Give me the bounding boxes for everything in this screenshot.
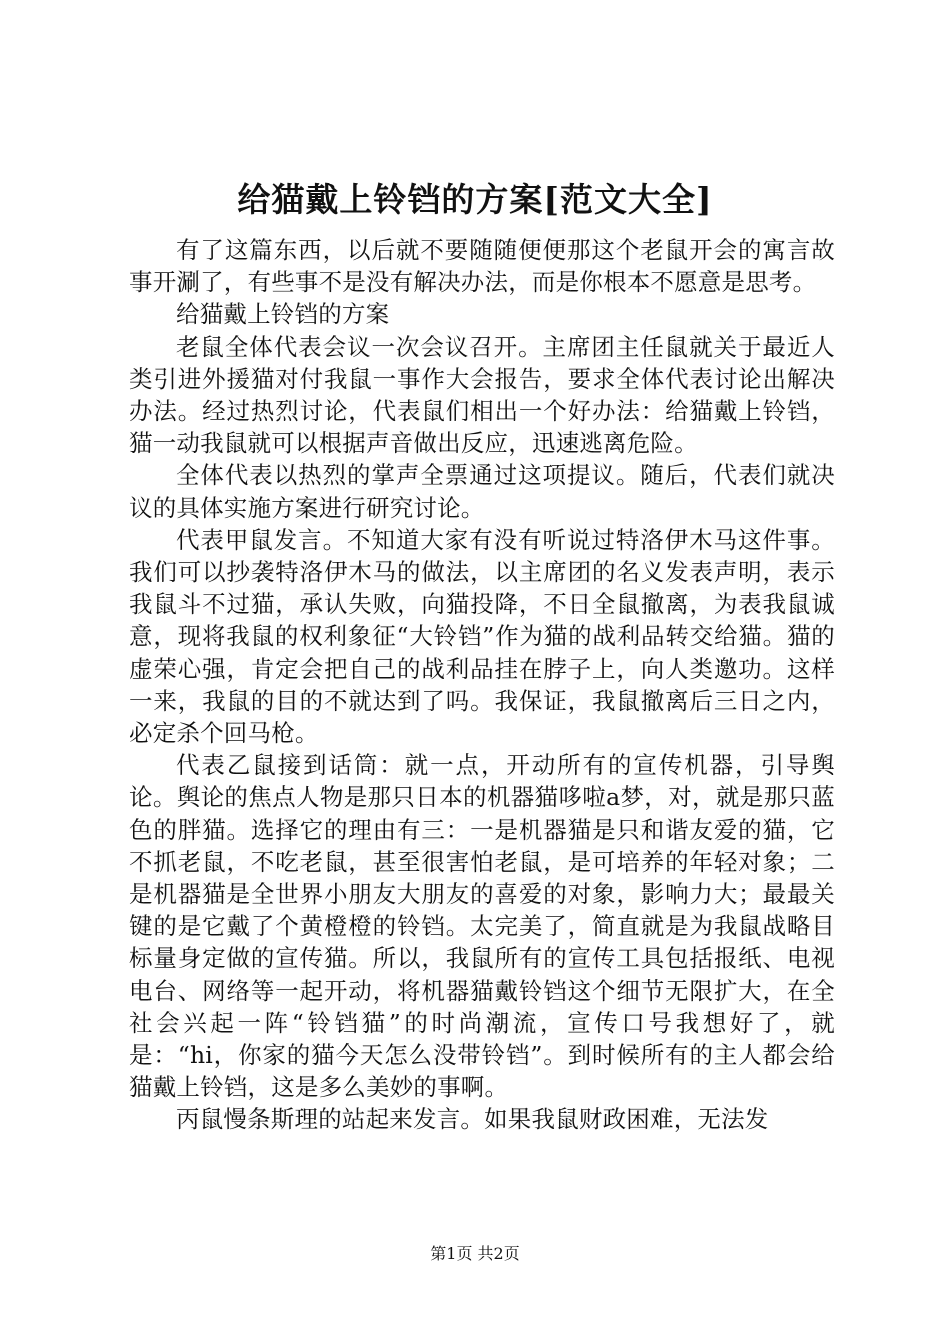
paragraph-rat-b: 代表乙鼠接到话筒：就一点，开动所有的宣传机器，引导舆论。舆论的焦点人物是那只日本的机器猫哆啦a梦，对，就是那只蓝色的胖猫。选择它的理由有三：一是机器猫是只和谐友爱的猫，它不抓老鼠，不吃老鼠，甚至很害怕老鼠，是可培养的年轻对象；二是机器猫是全世界小朋友大朋友的喜爱的对象，影响力大；最最关键的是它戴了个黄橙橙的铃铛。太完美了，简直就是为我鼠战略目标量身定做的宣传猫。所以，我鼠所有的宣传工具包括报纸、电视电台、网络等一起开动，将机器猫戴铃铛这个细节无限扩大，在全社会兴起一阵“铃铛猫”的时尚潮流，宣传口号我想好了，就是：“hi，你家的猫今天怎么没带铃铛”。到时候所有的主人都会给猫戴上铃铛，这是多么美妙的事啊。: [129, 751, 835, 1102]
document-title: 给猫戴上铃铛的方案[范文大全]: [237, 180, 713, 219]
paragraph-subtitle: 给猫戴上铃铛的方案: [176, 300, 390, 329]
paragraph-intro: 有了这篇东西，以后就不要随随便便那这个老鼠开会的寓言故事开涮了，有些事不是没有解决办法，而是你根本不愿意是思考。: [129, 236, 835, 297]
document-body: [129, 234, 835, 1136]
paragraph-rat-a: 代表甲鼠发言。不知道大家有没有听说过特洛伊木马这件事。我们可以抄袭特洛伊木马的做法，以主席团的名义发表声明，表示我鼠斗不过猫，承认失败，向猫投降，不日全鼠撤离，为表我鼠诚意，现将我鼠的权利象征“大铃铛”作为猫的战利品转交给猫。猫的虚荣心强，肯定会把自己的战利品挂在脖子上，向人类邀功。这样一来，我鼠的目的不就达到了吗。我保证，我鼠撤离后三日之内，必定杀个回马枪。: [129, 525, 835, 748]
paragraph-rat-c: 丙鼠慢条斯理的站起来发言。如果我鼠财政困难，无法发: [176, 1105, 769, 1134]
paragraph-meeting: 老鼠全体代表会议一次会议召开。主席团主任鼠就关于最近人类引进外援猫对付我鼠一事作大会报告，要求全体代表讨论出解决办法。经过热烈讨论，代表鼠们相出一个好办法：给猫戴上铃铛，猫一动我鼠就可以根据声音做出反应，迅速逃离危险。: [129, 332, 835, 458]
page-footer: 第1页 共2页: [430, 1244, 520, 1263]
paragraph-vote: 全体代表以热烈的掌声全票通过这项提议。随后，代表们就决议的具体实施方案进行研究讨论。: [129, 461, 835, 522]
